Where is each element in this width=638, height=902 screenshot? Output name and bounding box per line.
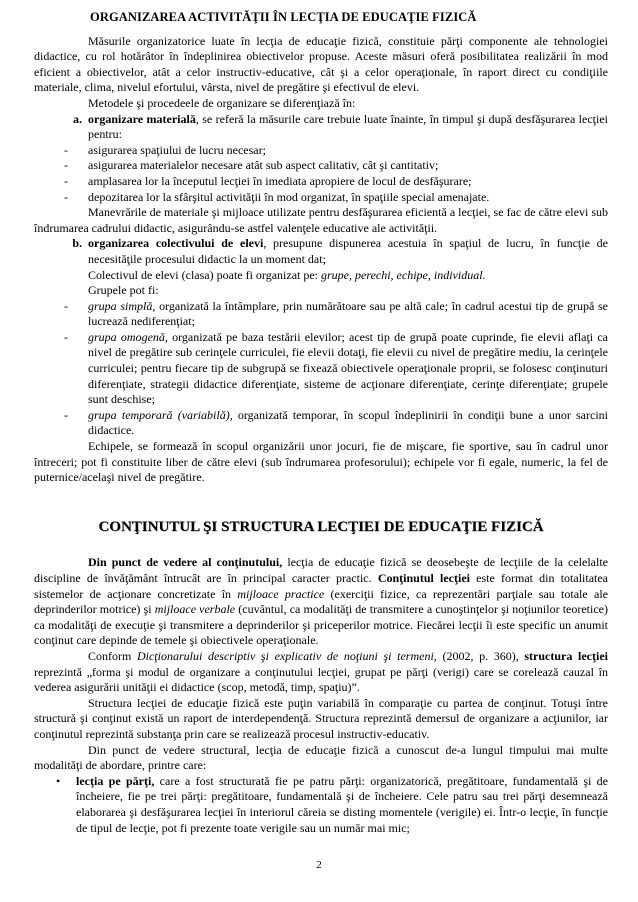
- italic-term: Dicţionarului descriptiv şi explicativ de noţiuni şi termeni: [136, 648, 434, 663]
- paragraph: Din punct de vedere structural, lecţia de educaţie fizică a cunoscut de-a lungul timpului mai multe modalităţi de abordare, printre care:: [34, 742, 608, 773]
- paragraph: [34, 555, 608, 649]
- list-item-b: [34, 236, 608, 267]
- italic-term: grupa omogenă: [88, 329, 165, 344]
- dash-item: [34, 408, 608, 439]
- paragraph: Măsurile organizatorice luate în lecţia de educaţie fizică, constituie părţi componente ale tehnologiei didactice, cu rol hotărâtor în îndeplinirea obiectivelor propuse. Aceste măsuri oferă posibilitatea realizării în mod eficient a obiectivelor, atât a celor instructiv-educative, cât şi a celor operaţionale, în raport direct cu condiţiile materiale, clima, nivelul efortului, vârsta, nivel de pregătire şi efectivul de elevi.: [34, 33, 608, 95]
- dash-item-text: depozitarea lor la sfârşitul activităţii în mod organizat, în spaţiile special amenajate.: [88, 189, 490, 204]
- text-run: , (2002, p. 360),: [433, 648, 525, 663]
- page-number: 2: [316, 859, 322, 871]
- dash-marker: -: [64, 329, 68, 344]
- paragraph: Structura lecţiei de educaţie fizică este puţin variabilă în comparaţie cu partea de conţinut. Totuşi între structură şi conţinut există un raport de interdependenţă. Structura reprezintă demersul de organizare a acţiunilor, iar conţinutul reprezintă substanţa prin care se realizează procesul instructiv-educativ.: [34, 695, 608, 741]
- bold-term: organizare materială: [88, 111, 196, 126]
- section-title-continutul: CONŢINUTUL ŞI STRUCTURA LECŢIEI DE EDUCAŢIE FIZICĂ: [98, 518, 544, 535]
- text-run: , organizată pe baza testării elevilor; acest tip de grupă poate cuprinde, fie elevii aflaţi ca nivel de pregătire sub cerinţele curriculei, fie elevii dotaţi, fie elevii cu nivel de pregătire mediu, la cerinţele curriculei; pentru fiecare tip de subgrupă se fixează obiectivele operaţionale proprii, se folosesc conţinuturi diferenţiate, strategii didactice diferenţiate, sisteme de acţionare diferenţiate, cerinţe diferenţiate; grupele sunt deschise;: [88, 329, 608, 407]
- bold-term: structura lecţiei: [524, 648, 608, 663]
- dash-item-text: asigurarea spaţiului de lucru necesar;: [88, 142, 266, 157]
- paragraph: Echipele, se formează în scopul organizării unor jocuri, fie de mişcare, fie sportive, sau în cadrul unor întreceri; pot fi constituite liber de către elevi (sub îndrumarea profesorului); echipele vor fi egale, numeric, la fel de puternice/acelaşi nivel de pregătire.: [34, 439, 608, 485]
- dash-item-text: amplasarea lor la începutul lecţiei în imediata apropiere de locul de desfăşurare;: [88, 173, 472, 188]
- list-marker: b.: [72, 236, 82, 251]
- italic-term: mijloace practice: [237, 586, 325, 601]
- list-item-text: [88, 112, 608, 143]
- dash-item: [34, 174, 608, 190]
- text-run: organizată temporar, în scopul îndeplinirii în condiţii bune a unor sarcini didactice.: [88, 407, 608, 438]
- dash-item: [34, 190, 608, 206]
- text-run: reprezintă „forma şi modul de organizare a conţinutului lecţiei, grupat pe părţi (verigi) care se corelează cauzal în vederea asigurării unităţii ei didactice (scop, metodă, timp, spaţiu)”.: [34, 664, 608, 695]
- bold-term: Din punct de vedere al conţinutului,: [88, 555, 283, 570]
- text-run: (exerciţii fizice, ca reprezentări parţiale sau totale ale deprinderilor motrice) şi: [34, 586, 608, 617]
- bullet-icon: •: [56, 773, 61, 788]
- paragraph: [34, 649, 608, 696]
- italic-term: mijloace verbale: [154, 602, 236, 617]
- text-run: care a fost structurată fie pe patru părţi: organizatorică, pregătitoare, fundamentală şi de încheiere, fie pe trei părţi: pregătitoare, fundamentală şi de încheiere. Cele patru sau trei părţi desemnează elaborarea şi desfăşurarea lecţiei în interiorul căreia se disting momentele (verigile) ei. Într-o lecţie, în funcţie de tipul de lecţie, pot fi prezente toate verigile sau un număr mai mic;: [76, 773, 608, 835]
- text-run: Conform: [88, 648, 137, 663]
- section-title-organizarea: ORGANIZAREA ACTIVITĂŢII ÎN LECŢIA DE EDUCAŢIE FIZICĂ: [90, 10, 477, 24]
- paragraph: Metodele şi procedeele de organizare se diferenţiază în:: [88, 95, 356, 110]
- bullet-item: [34, 774, 608, 836]
- text-run: , presupune dispunerea acestuia în spaţiul de lucru, în funcţie de necesităţile procesului didactic la un moment dat;: [88, 236, 608, 266]
- italic-term: grupa simplă: [88, 298, 153, 313]
- italic-term: grupe, perechi, echipe, individual.: [321, 267, 486, 282]
- text-run: , organizată la întâmplare, prin numărătoare sau pe altă cale; în cadrul acestui tip de grupă se lucrează nediferenţiat;: [88, 298, 608, 329]
- bold-term: lecţia pe părţi,: [76, 773, 155, 788]
- dash-item-text: asigurarea materialelor necesare atât sub aspect calitativ, cât şi cantitativ;: [88, 158, 439, 173]
- list-item-a: [34, 112, 608, 143]
- dash-item-text: [88, 408, 608, 439]
- dash-item: [34, 330, 608, 408]
- dash-item: [34, 143, 608, 159]
- dash-marker: -: [64, 407, 68, 422]
- text-run: , se referă la măsurile care trebuie luate înainte, în timpul şi după desfăşurarea lecţiei pentru:: [88, 111, 608, 142]
- document-body: [34, 10, 608, 836]
- bold-term: organizarea colectivului de elevi: [88, 236, 264, 251]
- list-marker: a.: [73, 111, 82, 126]
- text-run: lecţia de educaţie fizică se deosebeşte de lecţiile de la celelalte discipline de învăţământ întrucât are în principal caracter practic.: [34, 555, 608, 585]
- italic-term: grupa temporară (variabilă),: [88, 407, 233, 422]
- bold-term: Conţinutul lecţiei: [377, 571, 470, 585]
- dash-marker: -: [64, 189, 68, 204]
- dash-item: [34, 299, 608, 330]
- text-run: este format din totalitatea sistemelor de acţionare concretizate în: [34, 571, 609, 601]
- dash-item-text: [88, 299, 608, 330]
- dash-marker: -: [64, 298, 68, 313]
- dash-marker: -: [64, 173, 68, 188]
- dash-marker: -: [64, 158, 68, 173]
- text-run: Colectivul de elevi (clasa) poate fi organizat pe:: [88, 267, 322, 282]
- dash-item-text: [88, 330, 608, 408]
- paragraph: Grupele pot fi:: [88, 283, 159, 298]
- dash-item: [34, 158, 608, 174]
- text-run: (cuvântul, ca modalităţi de transmitere a cunoştinţelor şi noţiunilor teoretice) ca modalităţi de execuţie şi transmitere a deprinderilor şi priceperilor motrice. Fiecărei lecţii îi este specific un anumit conţinut care depinde de temele şi obiectivele operaţionale.: [34, 602, 609, 648]
- dash-marker: -: [64, 142, 68, 157]
- list-item-text: [88, 236, 608, 267]
- paragraph: Manevrările de materiale şi mijloace utilizate pentru desfăşurarea eficientă a lecţiei, se fac de către elevi sub îndrumarea cadrului didactic, asigurându-se astfel valenţele educative ale activităţii.: [34, 205, 608, 235]
- bullet-item-text: [76, 774, 608, 836]
- paragraph: [88, 268, 608, 284]
